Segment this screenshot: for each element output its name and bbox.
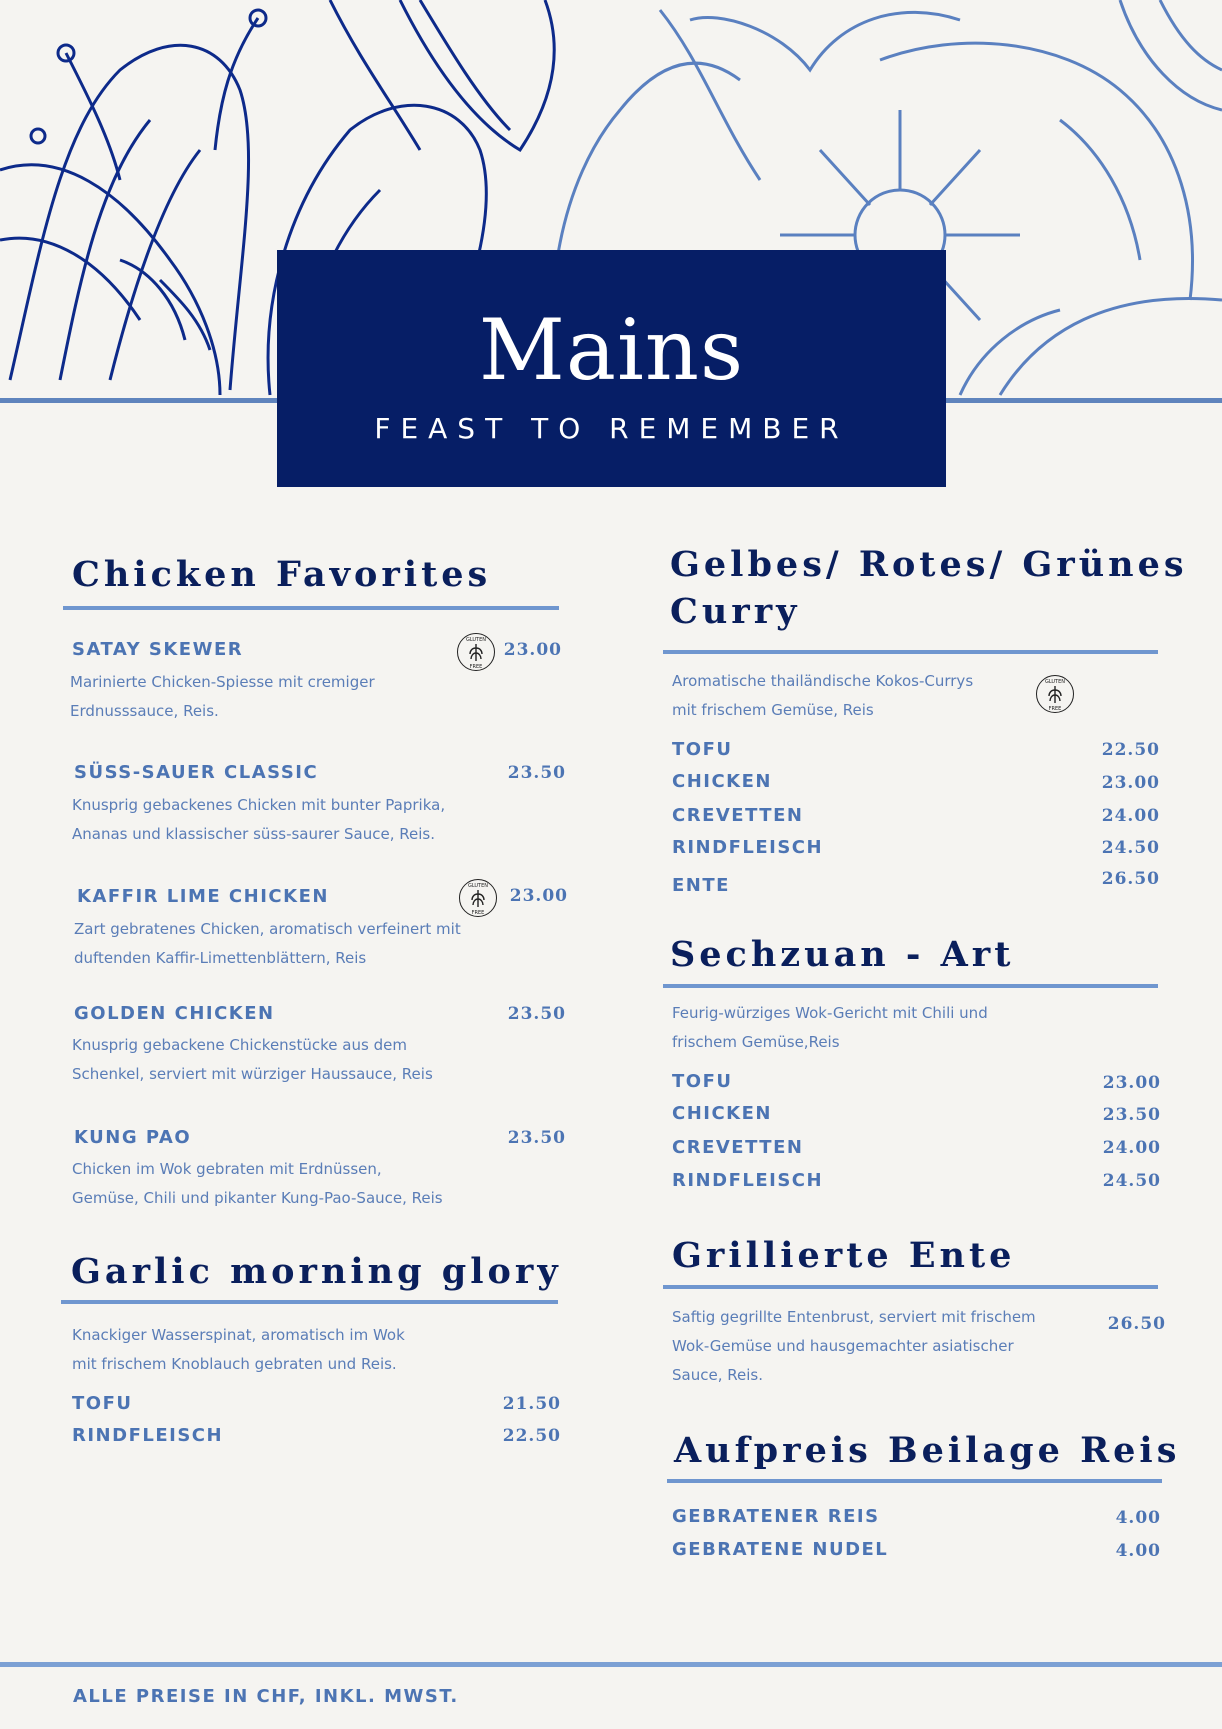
page-subtitle: FEAST TO REMEMBER xyxy=(374,412,849,445)
gluten-free-icon xyxy=(456,632,496,672)
option-price: 24.50 xyxy=(1101,838,1160,858)
option-name: TOFU xyxy=(672,1071,733,1092)
gluten-free-icon xyxy=(458,878,498,918)
section-title-sechzuan: Sechzuan - Art xyxy=(670,934,1015,975)
option-price: 4.00 xyxy=(1115,1541,1161,1561)
option-price: 23.50 xyxy=(1102,1105,1161,1125)
option-price: 22.50 xyxy=(502,1426,561,1446)
option-price: 21.50 xyxy=(502,1394,561,1414)
item-name: KUNG PAO xyxy=(74,1127,192,1148)
section-rule xyxy=(663,984,1158,988)
gluten-free-icon xyxy=(1035,674,1075,714)
item-name: SÜSS-SAUER CLASSIC xyxy=(74,762,319,783)
option-name: RINDFLEISCH xyxy=(672,1170,824,1191)
footer-note: ALLE PREISE IN CHF, INKL. MWST. xyxy=(73,1686,459,1707)
item-description: Knusprig gebackene Chickenstücke aus dem Schenkel, serviert mit würziger Haussauce, Reis xyxy=(72,1036,433,1083)
item-description: Marinierte Chicken-Spiesse mit cremiger Erdnusssauce, Reis. xyxy=(70,673,375,720)
option-price: 23.00 xyxy=(1102,1073,1161,1093)
badge-text-bottom: FREE xyxy=(1048,706,1062,712)
option-name: CREVETTEN xyxy=(672,1137,804,1158)
badge-text-top: GLUTEN xyxy=(1044,679,1066,685)
option-name: GEBRATENER REIS xyxy=(672,1506,880,1527)
section-title-chicken: Chicken Favorites xyxy=(72,554,492,595)
section-title-ente: Grillierte Ente xyxy=(672,1235,1016,1276)
section-title-reis: Aufpreis Beilage Reis xyxy=(674,1430,1181,1471)
page-title: Mains xyxy=(478,301,745,399)
option-price: 24.00 xyxy=(1101,806,1160,826)
section-description: Knackiger Wasserspinat, aromatisch im Wok mit frischem Knoblauch gebraten und Reis. xyxy=(72,1326,405,1373)
section-rule xyxy=(667,1479,1162,1483)
badge-text-top: GLUTEN xyxy=(465,637,487,643)
option-price: 26.50 xyxy=(1101,869,1160,889)
item-description: Zart gebratenes Chicken, aromatisch verfeinert mit duftenden Kaffir-Limettenblättern, Reis xyxy=(74,920,461,967)
badge-text-bottom: FREE xyxy=(469,664,483,670)
badge-text-bottom: FREE xyxy=(471,910,485,916)
option-name: TOFU xyxy=(672,739,733,760)
option-price: 22.50 xyxy=(1101,740,1160,760)
title-box xyxy=(277,250,946,487)
section-title-curry-line1: Gelbes/ Rotes/ Grünes xyxy=(670,544,1188,585)
badge-text-top: GLUTEN xyxy=(467,883,489,889)
option-name: CHICKEN xyxy=(672,1103,772,1124)
section-description: Aromatische thailändische Kokos-Currys mit frischem Gemüse, Reis xyxy=(672,672,974,719)
option-price: 23.00 xyxy=(1101,773,1160,793)
item-name: GOLDEN CHICKEN xyxy=(74,1003,275,1024)
section-description: Saftig gegrillte Entenbrust, serviert mit frischem Wok-Gemüse und hausgemachter asiatischer Sauce, Reis. xyxy=(672,1308,1036,1384)
option-name: GEBRATENE NUDEL xyxy=(672,1539,889,1560)
section-rule xyxy=(663,1285,1158,1289)
item-description: Knusprig gebackenes Chicken mit bunter Paprika, Ananas und klassischer süss-saurer Sauce, Reis. xyxy=(72,796,446,843)
section-title-curry-line2: Curry xyxy=(670,591,801,632)
item-price: 23.00 xyxy=(503,640,562,660)
section-description: Feurig-würziges Wok-Gericht mit Chili und frischem Gemüse,Reis xyxy=(672,1004,988,1051)
item-name: SATAY SKEWER xyxy=(72,639,244,660)
option-name: ENTE xyxy=(672,875,730,896)
option-name: TOFU xyxy=(72,1393,133,1414)
item-name: KAFFIR LIME CHICKEN xyxy=(77,886,329,907)
item-price: 26.50 xyxy=(1107,1314,1166,1334)
item-price: 23.50 xyxy=(507,763,566,783)
option-name: RINDFLEISCH xyxy=(72,1425,224,1446)
section-title-garlic: Garlic morning glory xyxy=(71,1251,562,1292)
option-name: RINDFLEISCH xyxy=(672,837,824,858)
option-price: 24.50 xyxy=(1102,1171,1161,1191)
option-name: CHICKEN xyxy=(672,771,772,792)
item-price: 23.00 xyxy=(509,886,568,906)
item-price: 23.50 xyxy=(507,1004,566,1024)
item-price: 23.50 xyxy=(507,1128,566,1148)
section-rule xyxy=(63,606,559,610)
option-price: 24.00 xyxy=(1102,1138,1161,1158)
section-rule xyxy=(663,650,1158,654)
option-name: CREVETTEN xyxy=(672,805,804,826)
footer-rule xyxy=(0,1662,1222,1667)
section-rule xyxy=(61,1300,558,1304)
item-description: Chicken im Wok gebraten mit Erdnüssen, Gemüse, Chili und pikanter Kung-Pao-Sauce, Reis xyxy=(72,1160,443,1207)
option-price: 4.00 xyxy=(1115,1508,1161,1528)
